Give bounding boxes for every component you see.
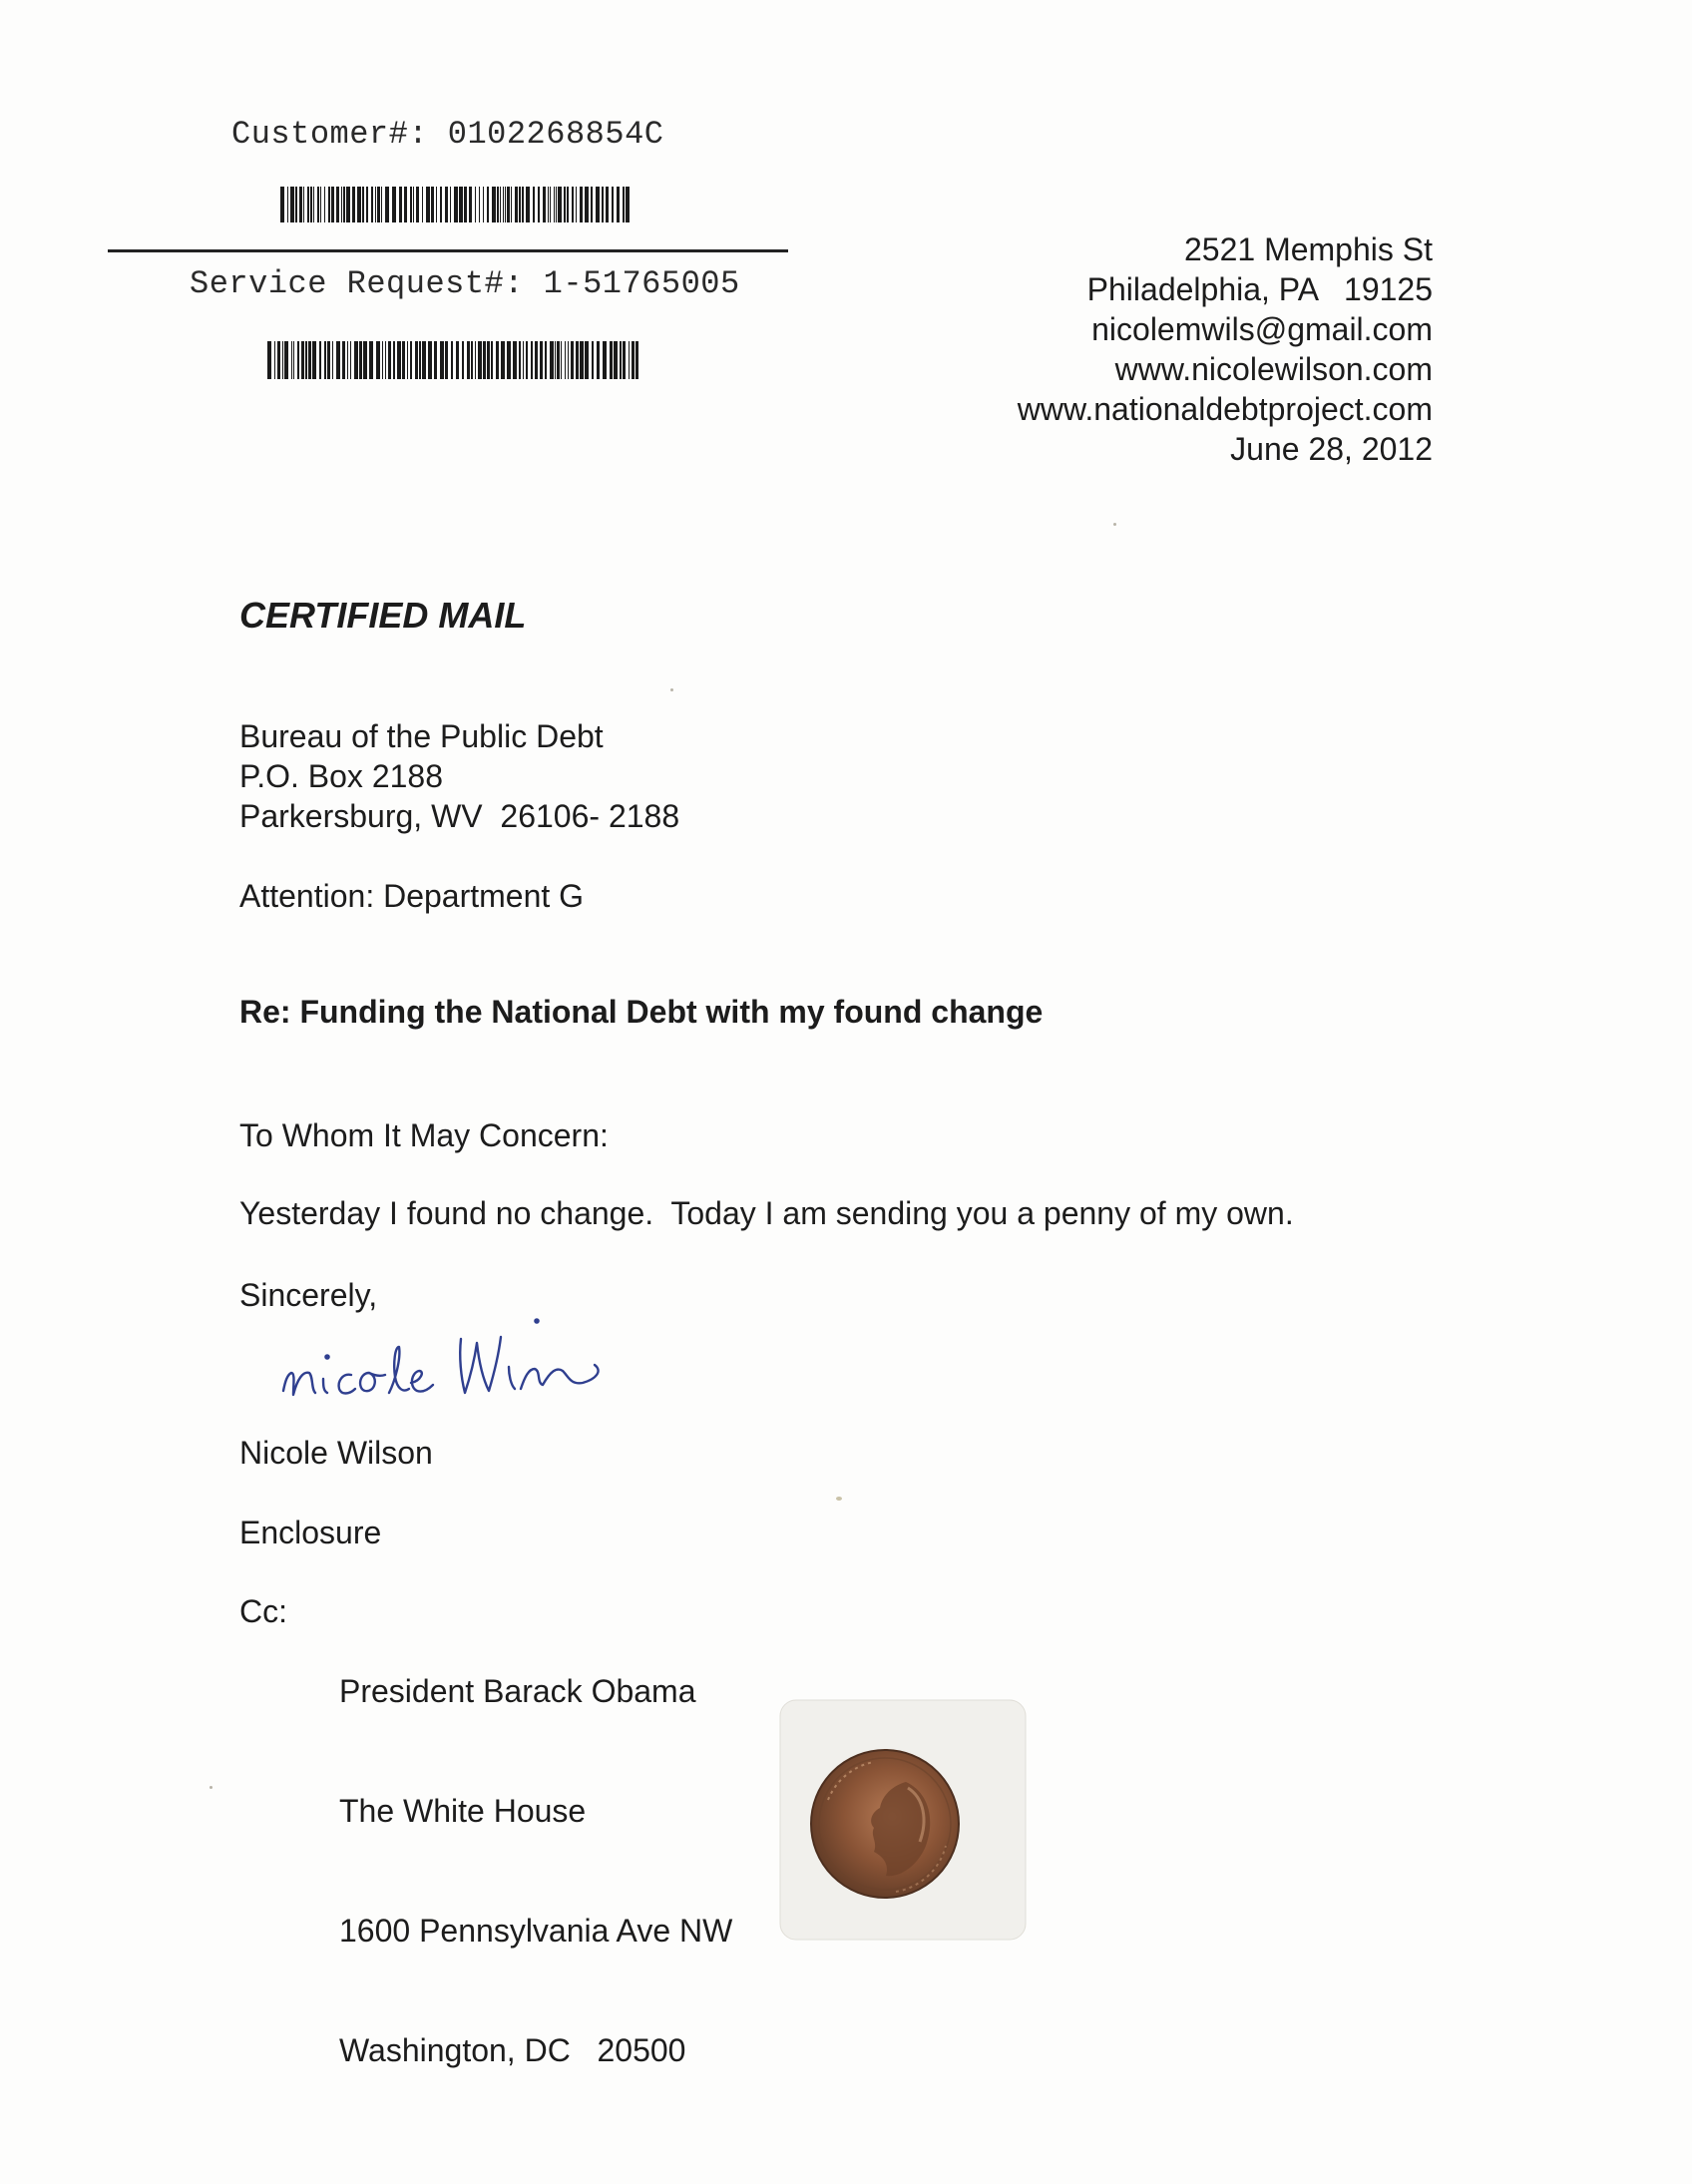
signer-name: Nicole Wilson [239, 1435, 433, 1471]
subject-line: Re: Funding the National Debt with my found change [239, 994, 1044, 1030]
closing: Sincerely, [239, 1277, 378, 1313]
cc-line: President Barack Obama [339, 1673, 696, 1709]
cc-recipient [339, 1591, 732, 2110]
salutation: To Whom It May Concern: [239, 1117, 609, 1153]
service-request-number: 1-51765005 [543, 265, 740, 302]
sender-project-website: www.nationaldebtproject.com [1017, 391, 1433, 427]
mail-type-heading: CERTIFIED MAIL [239, 595, 527, 636]
recipient-name: Bureau of the Public Debt [239, 718, 604, 754]
service-request-label: Service Request#: [190, 265, 524, 302]
recipient-address [239, 716, 679, 836]
sender-email: nicolemwils@gmail.com [1091, 311, 1433, 347]
customer-barcode-icon [280, 187, 632, 222]
enclosure-note: Enclosure [239, 1515, 382, 1550]
customer-number-line [231, 116, 663, 153]
cc-line: The White House [339, 1793, 587, 1829]
cc-line: Washington, DC 20500 [339, 2032, 686, 2068]
letter-date: June 28, 2012 [1230, 431, 1433, 467]
recipient-po-box: P.O. Box 2188 [239, 758, 443, 794]
sender-street: 2521 Memphis St [1183, 231, 1433, 267]
letter-body: Yesterday I found no change. Today I am sending you a penny of my own. [239, 1195, 1294, 1231]
divider-rule [108, 249, 788, 252]
recipient-city-state-zip: Parkersburg, WV 26106- 2188 [239, 798, 680, 834]
sender-address [1018, 229, 1433, 469]
customer-number: 0102268854C [447, 116, 664, 153]
service-request-barcode-icon [267, 341, 640, 379]
sender-website: www.nicolewilson.com [1114, 351, 1433, 387]
attention-line: Attention: Department G [239, 878, 585, 914]
sender-city-state-zip: Philadelphia, PA 19125 [1086, 271, 1433, 307]
service-request-line [190, 265, 740, 302]
penny-coin-icon [778, 1696, 1028, 1946]
customer-label: Customer#: [231, 116, 429, 153]
cc-label: Cc: [239, 1593, 287, 1629]
handwritten-signature [271, 1313, 650, 1423]
cc-line: 1600 Pennsylvania Ave NW [339, 1913, 733, 1949]
